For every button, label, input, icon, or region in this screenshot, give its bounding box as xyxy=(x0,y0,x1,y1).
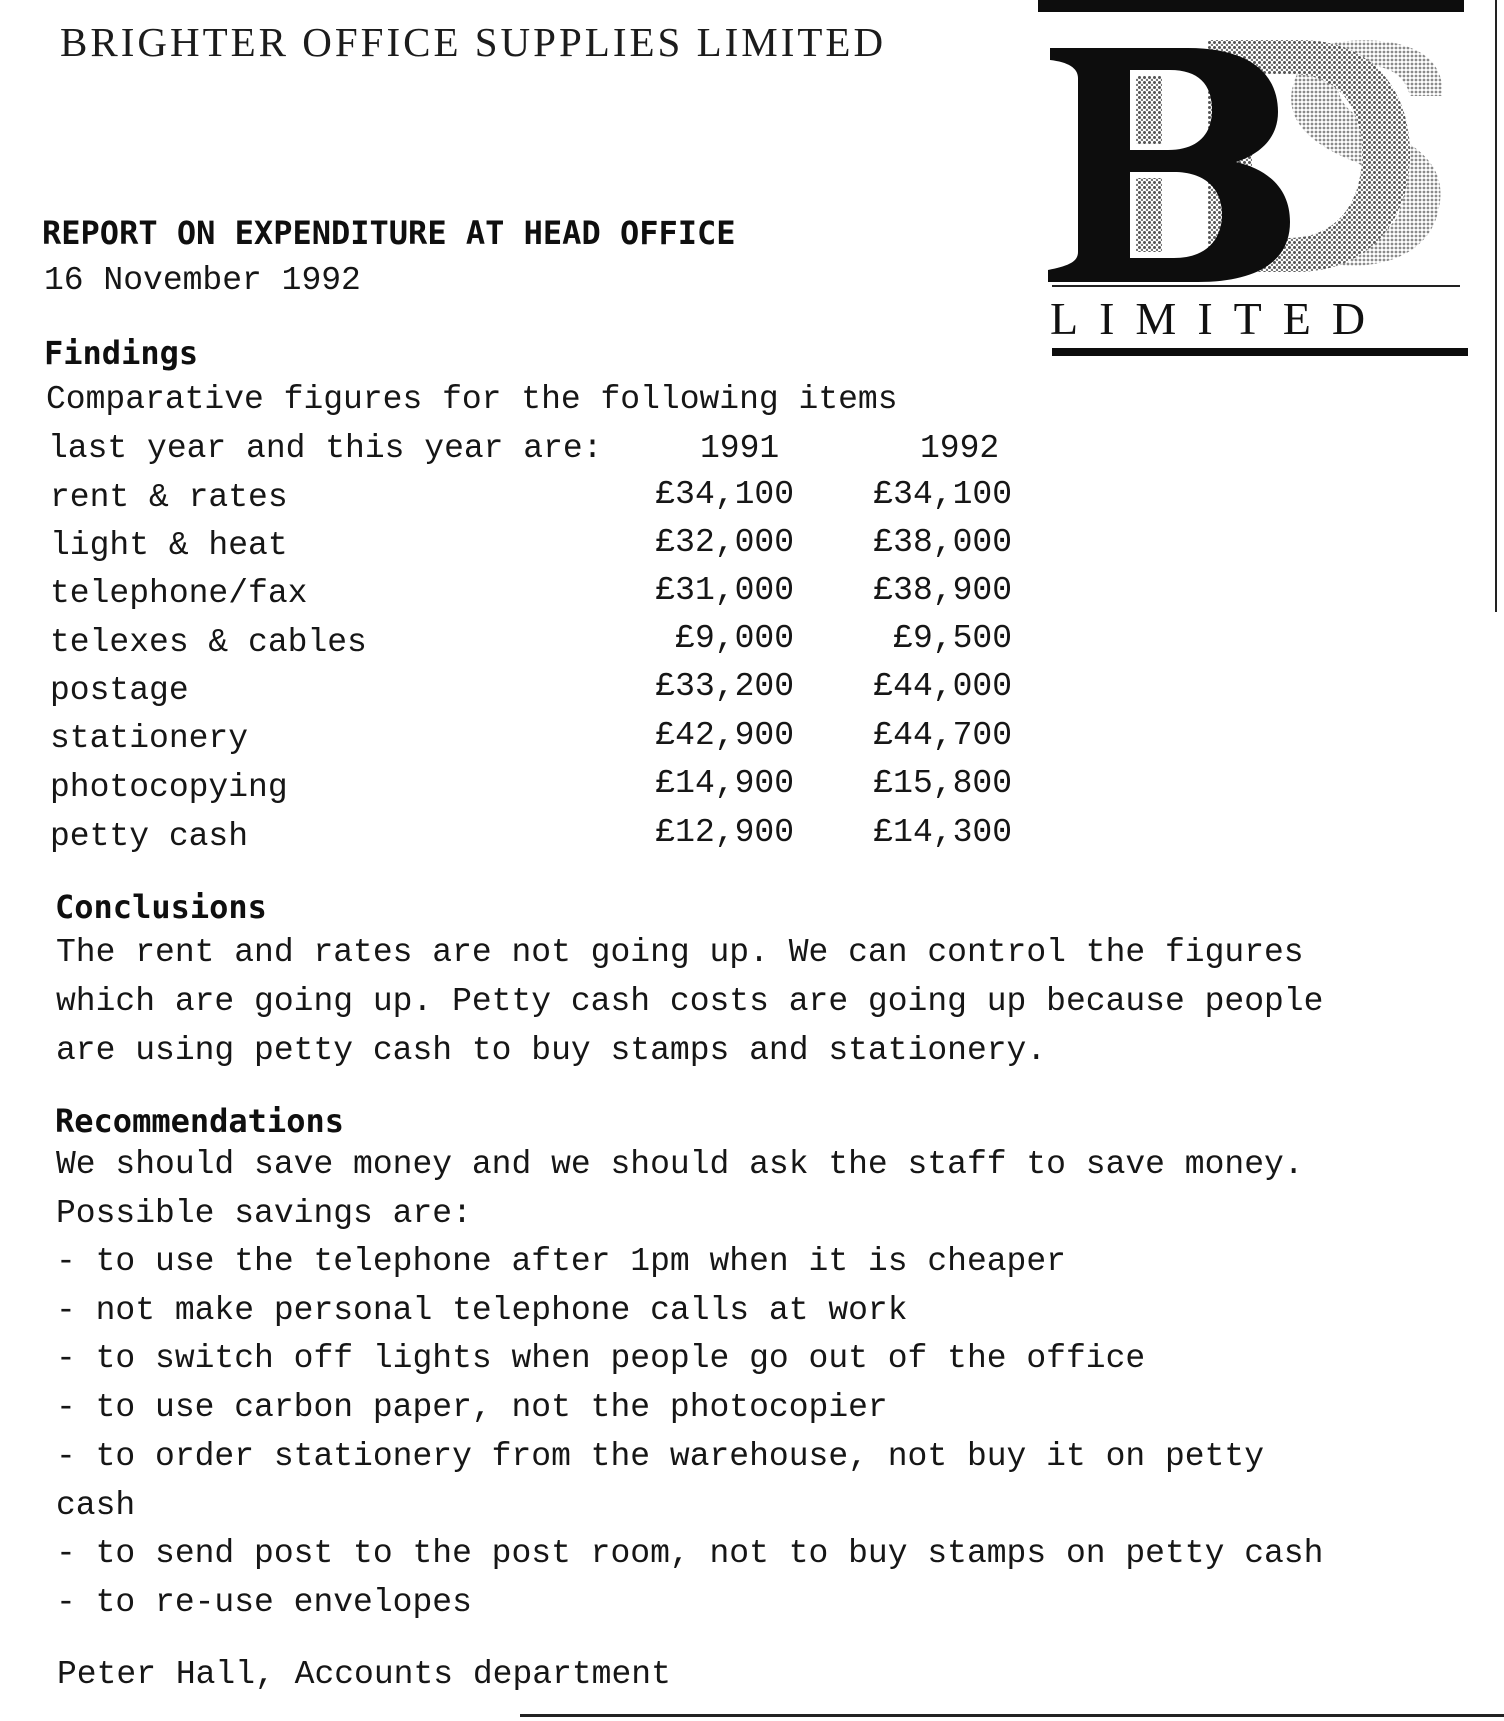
row-value-1992: £15,800 xyxy=(873,765,1012,802)
column-header-1992: 1992 xyxy=(920,430,1000,467)
row-value-1991: £9,000 xyxy=(675,620,794,657)
company-name: BRIGHTER OFFICE SUPPLIES LIMITED xyxy=(60,19,887,65)
row-item: telephone/fax xyxy=(50,575,308,612)
row-item: stationery xyxy=(50,720,249,757)
findings-heading: Findings xyxy=(44,334,199,372)
row-value-1991: £32,000 xyxy=(655,524,794,561)
row-value-1991: £12,900 xyxy=(655,814,794,851)
row-value-1992: £38,000 xyxy=(873,524,1012,561)
recommendations-bullet: - to order stationery from the warehouse, not buy it on petty xyxy=(56,1438,1264,1475)
logo-tagline: LIMITED xyxy=(1050,293,1387,344)
report-title: REPORT ON EXPENDITURE AT HEAD OFFICE xyxy=(42,214,736,252)
recommendations-line: We should save money and we should ask the staff to save money. xyxy=(56,1146,1304,1183)
column-header-1991: 1991 xyxy=(700,430,780,467)
row-item: telexes & cables xyxy=(50,624,367,661)
row-value-1992: £38,900 xyxy=(873,572,1012,609)
row-item: photocopying xyxy=(50,769,288,806)
row-value-1992: £14,300 xyxy=(873,814,1012,851)
row-value-1992: £34,100 xyxy=(873,476,1012,513)
findings-intro-line-1: Comparative figures for the following items xyxy=(46,381,898,418)
conclusions-line: which are going up. Petty cash costs are going up because people xyxy=(56,983,1324,1020)
row-value-1992: £44,700 xyxy=(873,717,1012,754)
recommendations-bullet: - to use the telephone after 1pm when it is cheaper xyxy=(56,1243,1066,1280)
row-item: rent & rates xyxy=(50,479,288,516)
row-value-1991: £14,900 xyxy=(655,765,794,802)
recommendations-heading: Recommendations xyxy=(55,1102,344,1140)
page-edge-line xyxy=(1495,0,1497,612)
row-item: petty cash xyxy=(50,818,249,855)
row-value-1991: £34,100 xyxy=(655,476,794,513)
recommendations-bullet: - to re-use envelopes xyxy=(56,1584,472,1621)
recommendations-bullet: - to send post to the post room, not to buy stamps on petty cash xyxy=(56,1535,1324,1572)
report-date: 16 November 1992 xyxy=(44,262,361,299)
signature: Peter Hall, Accounts department xyxy=(57,1656,671,1693)
conclusions-line: The rent and rates are not going up. We can control the figures xyxy=(56,934,1304,971)
row-value-1991: £42,900 xyxy=(655,717,794,754)
findings-intro-line-2: last year and this year are: xyxy=(48,430,603,467)
logo-rule xyxy=(1052,285,1460,287)
row-item: postage xyxy=(50,672,189,709)
logo-top-bar xyxy=(1038,0,1464,12)
recommendations-bullet: - to switch off lights when people go out of the office xyxy=(56,1340,1146,1377)
conclusions-line: are using petty cash to buy stamps and stationery. xyxy=(56,1032,1047,1069)
recommendations-bullet: - to use carbon paper, not the photocopier xyxy=(56,1389,888,1426)
conclusions-heading: Conclusions xyxy=(55,888,267,926)
logo-bottom-bar xyxy=(1052,348,1468,356)
row-value-1992: £9,500 xyxy=(893,620,1012,657)
recommendations-line: Possible savings are: xyxy=(56,1195,472,1232)
recommendations-bullet-continuation: cash xyxy=(56,1487,136,1524)
row-value-1991: £31,000 xyxy=(655,572,794,609)
row-value-1991: £33,200 xyxy=(655,668,794,705)
bottom-rule xyxy=(520,1714,1504,1717)
bos-logo-mark xyxy=(1038,26,1464,286)
recommendations-bullet: - not make personal telephone calls at work xyxy=(56,1292,908,1329)
company-logo xyxy=(1038,0,1464,370)
row-item: light & heat xyxy=(50,527,288,564)
row-value-1992: £44,000 xyxy=(873,668,1012,705)
